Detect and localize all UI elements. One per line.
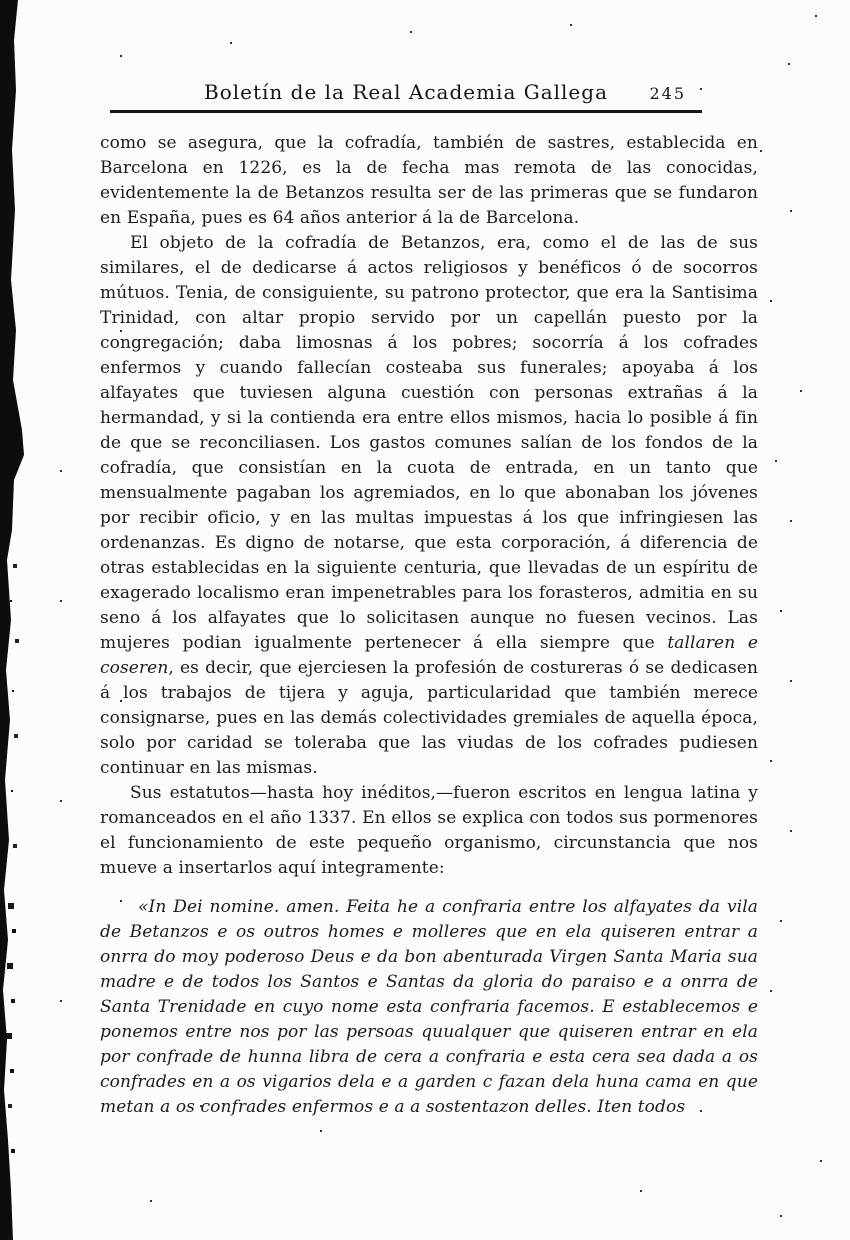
paragraph — [100, 131, 758, 231]
paragraph — [100, 231, 758, 781]
text-segment: Sus estatutos—hasta hoy inéditos,—fueron escritos en lengua latina y romanceados en el año 1337. En ellos se explica con todos sus pormenores el funcionamiento de este pequeño organismo, circunstancia que nos mueve a insertarlos aquí integramente: — [100, 783, 758, 878]
journal-title: Boletín de la Real Academia Gallega — [204, 80, 608, 104]
paragraph — [100, 781, 758, 881]
text-segment: como se asegura, que la cofradía, también de sastres, establecida en Barcelona en 1226, es la de fecha mas remota de las conocidas, evidentemente la de Betanzos resulta ser de las primeras que se fundaron en España, pues es 64 años anterior á la de Barcelona. — [100, 133, 758, 228]
text-segment: «In Dei nomine. amen. Feita he a confraria entre los alfayates da vila de Betanzos e os outros homes e molleres que en ela quiseren entrar a onrra do moy poderoso Deus e da bon abenturada Virgen Santa Maria sua madre e de todos los Santos e Santas da gloria do paraiso e a onrra de Santa Trenidade en cuyo nome esta confraria facemos. E establecemos e ponemos entre nos por las persoas quualquer que quiseren entrar en ela por confrade de hunna libra de cera a confraria e esta cera sea dada a os confrades en a os vigarios dela e a garden c fazan dela huna cama en que metan a os confrades enfermos e a a sostentazon delles. Iten todos — [100, 897, 758, 1117]
page-number: 245 — [649, 84, 686, 103]
text-segment: , es decir, que ejerciesen la profesión de costureras ó se dedicasen á los trabajos de tijera y aguja, particularidad que también merece consignarse, pues en las demás colectividades gremiales de aquella época, solo por caridad se toleraba que las viudas de los cofrades pudiesen continuar en las mismas. — [100, 658, 758, 778]
body-text — [100, 131, 758, 1120]
scan-noise-speckles — [0, 0, 2, 2]
page-header — [110, 76, 702, 113]
text-segment: El objeto de la cofradía de Betanzos, era, como el de las de sus similares, el de dedicarse á actos religiosos y benéficos ó de socorros mútuos. Tenia, de consiguiente, su patrono protector, que era la Santisima Trinidad, con altar propio servido por un capellán puesto por la congregación; daba limosnas á los pobres; socorría á los cofrades enfermos y cuando fallecían costeaba sus funerales; apoyaba á los alfayates que tuviesen alguna cuestión con personas extrañas á la hermandad, y si la contienda era entre ellos mismos, hacia lo posible á fin de que se reconciliasen. Los gastos comunes salían de los fondos de la cofradía, que consistían en la cuota de entrada, en un tanto que mensualmente pagaban los agremiados, en lo que abonaban los jóvenes por recibir oficio, y en las multas impuestas á los que infringiesen las ordenanzas. Es digno de notarse, que esta corporación, á diferencia de otras establecidas en la siguiente centuria, que llevadas de un espíritu de exagerado localismo eran impenetrables para los forasteros, admitia en su seno á los alfayates que lo solicitasen aunque no fuesen vecinos. Las mujeres podian igualmente pertenecer á ella siempre que — [100, 233, 758, 653]
paragraph — [100, 895, 758, 1120]
italic-phrase: tallaren e coseren — [100, 633, 758, 678]
scan-artifact-strip — [0, 0, 26, 1240]
